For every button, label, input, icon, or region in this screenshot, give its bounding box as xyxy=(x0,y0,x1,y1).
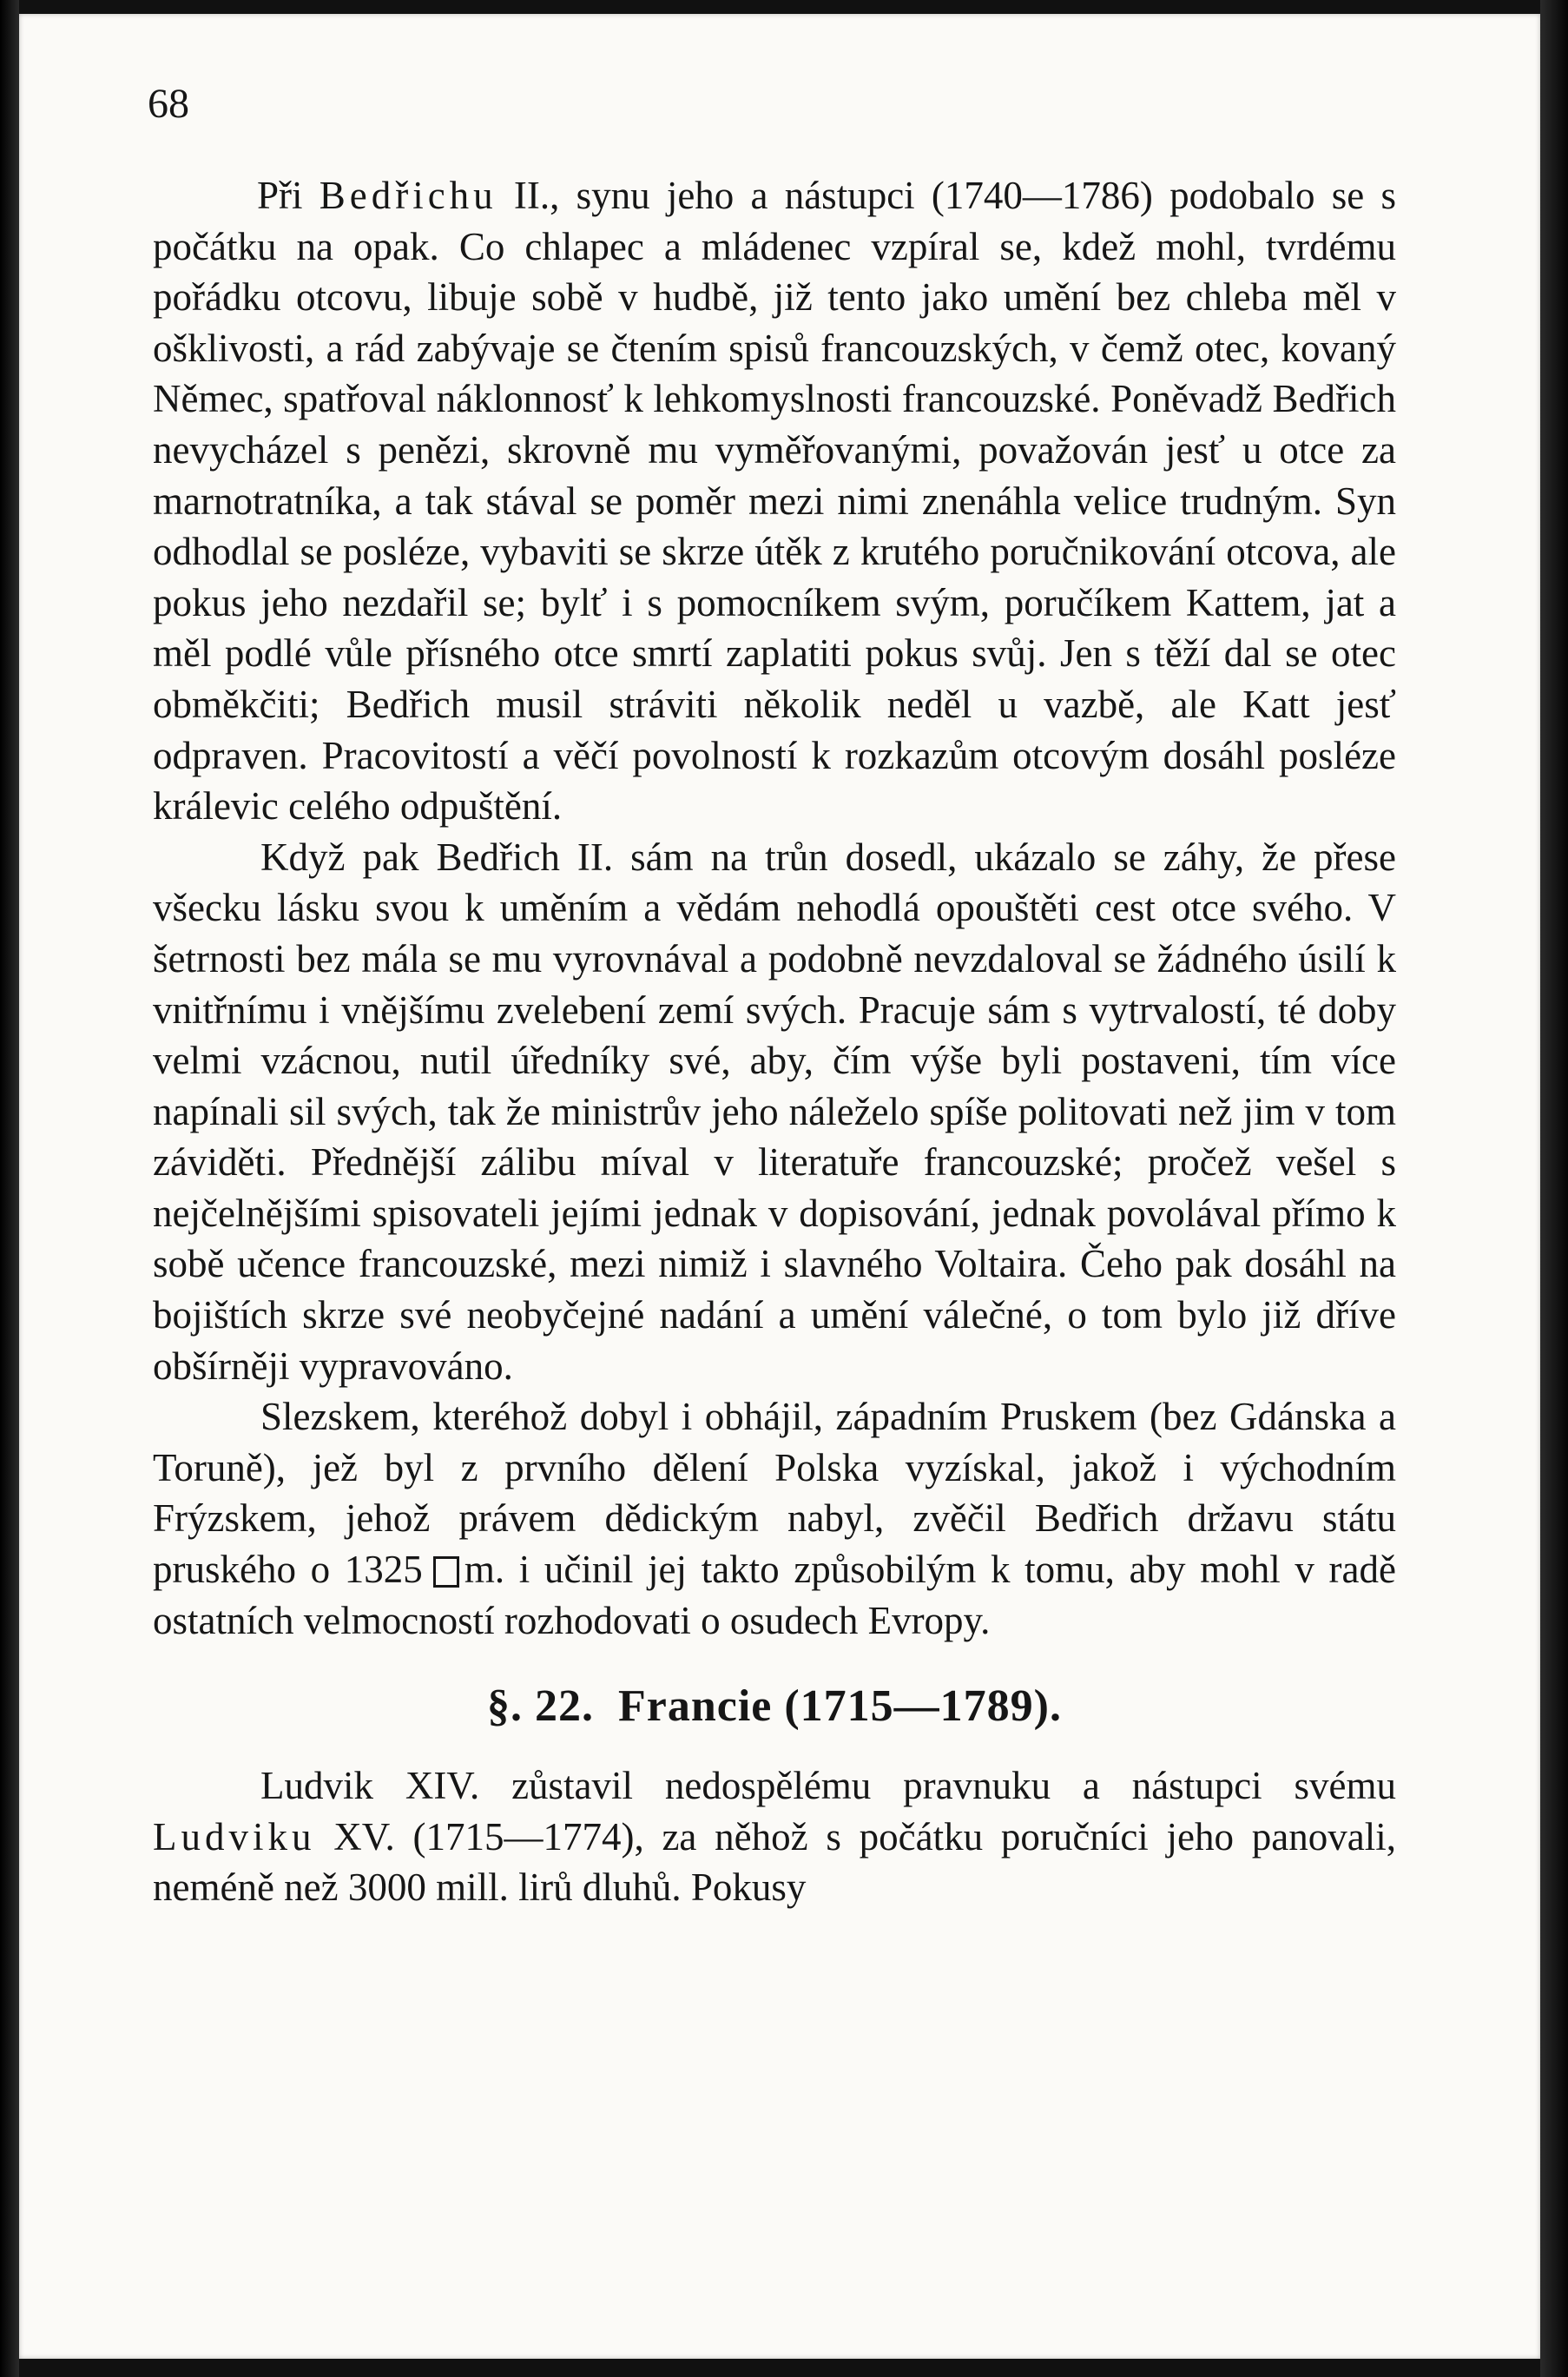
paragraph-text: Ludvik XIV. zůstavil nedospělému pravnuku a nástupci svému xyxy=(260,1764,1396,1808)
section-title: Francie (1715—1789). xyxy=(617,1681,1062,1732)
page-number: 68 xyxy=(148,81,189,127)
section-number: §. 22. xyxy=(486,1681,594,1732)
paragraph-text: Slezskem, kteréhož dobyl i obhájil, západním Pruskem (bez Gdánska a Toruně), jež byl z prvního dělení Polska vyzískal, jakož i východním Frýzskem, jehož právem dědickým nabyl, zvěčil Bedřich državu státu pruského o 1325 xyxy=(153,1395,1396,1592)
emphasized-name: Bedřichu xyxy=(319,174,497,217)
square-mile-symbol-icon xyxy=(433,1556,459,1588)
paragraph-text: m. i učinil jej takto způsobilým k tomu, aby mohl v radě ostatních velmocností rozhodovati o osudech Evropy. xyxy=(153,1548,1396,1642)
paragraph-frederick-reign: Když pak Bedřich II. sám na trůn dosedl, ukázalo se záhy, že přese všecku lásku svou k uměním a vědám nehodlá opouštěti cest otce svého. V šetrnosti bez mála se mu vyrovnával a podobně nevzdaloval se žádného úsilí k vnitřnímu i vnějšímu zvelebení zemí svých. Pracuje sám s vytrvalostí, té doby velmi vzácnou, nutil úředníky své, aby, čím výše byli postaveni, tím více napínali sil svých, tak že ministrův jeho náleželo spíše politovati než jim v tom záviděti. Přednější zálibu míval v literatuře francouzské; pročež vešel s nejčelnějšími spisovateli jejími jednak v dopisování, jednak povolával přímo k sobě učence francouzské, mezi nimiž i slavného Voltaira. Čeho pak dosáhl na bojištích skrze své neobyčejné nadání a umění válečné, o tom bylo již dříve obšírněji vypravováno. xyxy=(153,835,1396,1388)
page-body xyxy=(153,170,1396,1913)
paragraph-frederick-territory xyxy=(153,1391,1396,1646)
paragraph-france-louis xyxy=(153,1760,1396,1913)
paragraph-text: II., synu jeho a nástupci (1740—1786) podobalo se s počátku na opak. Co chlapec a mládenec vzpíral se, kdež mohl, tvrdému pořádku otcovu, libuje sobě v hudbě, již tento jako umění bez chleba měl v ošklivosti, a rád zabývaje se čtením spisů francouzských, v čemž otec, kovaný Němec, spatřoval náklonnosť k lehkomyslnosti francouzské. Poněvadž Bedřich nevycházel s penězi, skrovně mu vyměřovanými, považován jesť u otce za marnotratníka, a tak stával se poměr mezi nimi znenáhla velice trudným. Syn odhodlal se posléze, vybaviti se skrze útěk z krutého poručnikování otcova, ale pokus jeho nezdařil se; bylť i s pomocníkem svým, poručíkem Kattem, jat a měl podlé vůle přísného otce smrtí zaplatiti pokus svůj. Jen s těží dal se otec obměkčiti; Bedřich musil stráviti několik neděl u vazbě, ale Katt jesť odpraven. Pracovitostí a věčí povolností k rozkazům otcovým dosáhl posléze králevic celého odpuštění. xyxy=(153,174,1396,829)
paragraph-text: Při xyxy=(257,174,320,217)
paragraph-text: XV. (1715—1774), za něhož s počátku poručníci jeho panovali, neméně než 3000 mill. lirů dluhů. Pokusy xyxy=(153,1814,1396,1910)
emphasized-name: Ludviku xyxy=(153,1814,316,1859)
section-heading xyxy=(153,1680,1396,1733)
paragraph-frederick-youth xyxy=(153,170,1396,832)
scan-right-edge xyxy=(1540,0,1568,2377)
scan-left-edge xyxy=(0,0,19,2377)
